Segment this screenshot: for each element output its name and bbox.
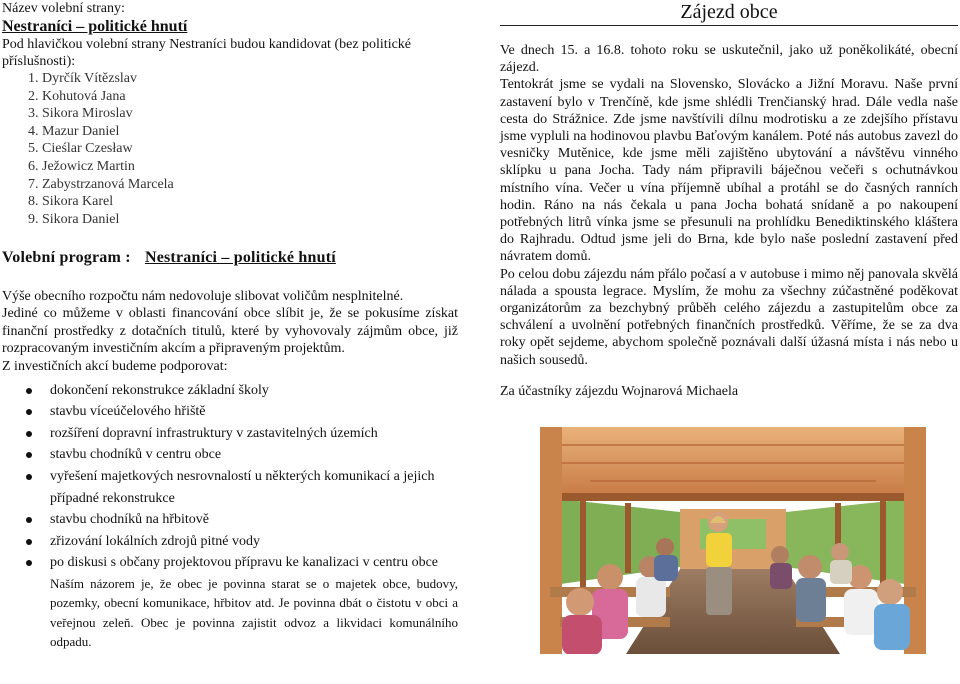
trip-article	[500, 42, 958, 369]
trip-paragraph: Ve dnech 15. a 16.8. tohoto roku se uskutečnil, jako už poněkolikáté, obecní zájezd.	[500, 43, 958, 76]
bullet-icon	[26, 452, 32, 458]
trip-paragraph: Po celou dobu zájezdu nám přálo počasí a v autobuse i mimo něj panovala skvělá nálada a spousta legrace. Myslím, že mohu za všechny zúčastněné poděkovat organizátorům za bezchybný průběh celého zájezdu a zastupitelům obce za schválení a uvolnění potřebných finančních prostředků. Věříme, že se za dva roky opět sejdeme, abychom společně poznávali další úžasná místa i nás nebo u našich sousedů.	[500, 266, 958, 368]
funding-statement: Jediné co můžeme v oblasti financování obce slíbit je, že se pokusíme získat finanční prostředky z dotačních titulů, které by vyhovovaly zájmům obce, již rozpracovaným investičním akcím a připraveným projektům.	[2, 306, 458, 357]
candidate-item: 8. Sikora Karel	[42, 193, 458, 211]
party-name: Nestraníci – politické hnutí	[2, 18, 188, 35]
party-label: Název volební strany:	[2, 1, 125, 16]
investment-item: vyřešení majetkových nesrovnalostí u některých komunikací a jejich případné rekonstrukce	[2, 466, 458, 509]
opinion-paragraph: Naším názorem je, že obec je povinna starat se o majetek obce, budovy, pozemky, obecní komunikace, hřbitov atd. Je povinna dbát o čistotu v obci a veřejnou zeleň. Obec je povinna zajistit odvoz a likvidaci komunálního odpadu.	[50, 575, 458, 650]
candidate-item: 4. Mazur Daniel	[42, 123, 458, 141]
candidate-item: 5. Cieślar Czesław	[42, 140, 458, 158]
trip-paragraph: Tentokrát jsme se vydali na Slovensko, Slovácko a Jižní Moravu. Naše první zastavení bylo v Trenčíně, kde jsme shlédli Trenčianský hrad. Dále vedla naše cesta do Strážnice. Zde jsme navštívili dílnu modrotisku a ze zdejšího přístavu jsme vypluli na hodinovou plavbu Baťovým kanálem. Poté nás autobus zavezl do vesničky Mutěnice, kde jsme měli zajištěno ubytování a návštěvu vinného sklípku u pana Jocha. Tady nám připravili báječnou večeři s ochutnávkou místního vína. Večer u vína příjemně ubíhal a protáhl se do časných ranních hodin. Ráno na nás čekala u pana Jocha bohatá snídaně a po nakoupení potřebných litrů vínka jsme se přesunuli na prohlídku Benediktinského kláštera do Rajhradu. Odtud jsme jeli do Brna, kde bylo naše poslední zastavení před návratem domů.	[500, 77, 958, 265]
bullet-icon	[26, 560, 32, 566]
trip-photo	[540, 427, 926, 654]
investment-item: stavbu víceúčelového hřiště	[2, 401, 458, 423]
investment-item: po diskusi s občany projektovou přípravu ke kanalizaci v centru obce	[2, 552, 458, 574]
trip-column	[500, 0, 958, 400]
trip-title: Zájezd obce	[500, 0, 958, 26]
investment-item: stavbu chodníků v centru obce	[2, 444, 458, 466]
candidate-item: 3. Sikora Miroslav	[42, 105, 458, 123]
trip-signature: Za účastníky zájezdu Wojnarová Michaela	[500, 383, 739, 399]
investments-label: Z investičních akcí budeme podporovat:	[2, 358, 228, 374]
bullet-icon	[26, 388, 32, 394]
program-heading	[2, 248, 458, 267]
investment-item: stavbu chodníků na hřbitově	[2, 509, 458, 531]
program-label: Volební program :	[2, 249, 131, 267]
bullet-icon	[26, 474, 32, 480]
bullet-icon	[26, 517, 32, 523]
budget-statement: Výše obecního rozpočtu nám nedovoluje slibovat voličům nesplnitelné.	[2, 289, 404, 305]
bullet-icon	[26, 409, 32, 415]
bullet-icon	[26, 539, 32, 545]
program-party-name: Nestraníci – politické hnutí	[144, 249, 336, 267]
candidate-item: 6. Ježowicz Martin	[42, 158, 458, 176]
election-column	[2, 0, 458, 652]
investment-item: dokončení rekonstrukce základní školy	[2, 380, 458, 402]
candidate-item: 7. Zabystrzanová Marcela	[42, 176, 458, 194]
candidate-item: 9. Sikora Daniel	[42, 211, 458, 229]
candidate-list	[2, 70, 458, 228]
candidate-item: 1. Dyrčík Vítězslav	[42, 70, 458, 88]
candidate-item: 2. Kohutová Jana	[42, 88, 458, 106]
investment-list	[2, 380, 458, 574]
investment-item: zřizování lokálních zdrojů pitné vody	[2, 531, 458, 553]
candidates-intro: Pod hlavičkou volební strany Nestraníci budou kandidovat (bez politické příslušnosti):	[2, 37, 412, 69]
bullet-icon	[26, 431, 32, 437]
investment-item: rozšíření dopravní infrastruktury v zastavitelných územích	[2, 423, 458, 445]
